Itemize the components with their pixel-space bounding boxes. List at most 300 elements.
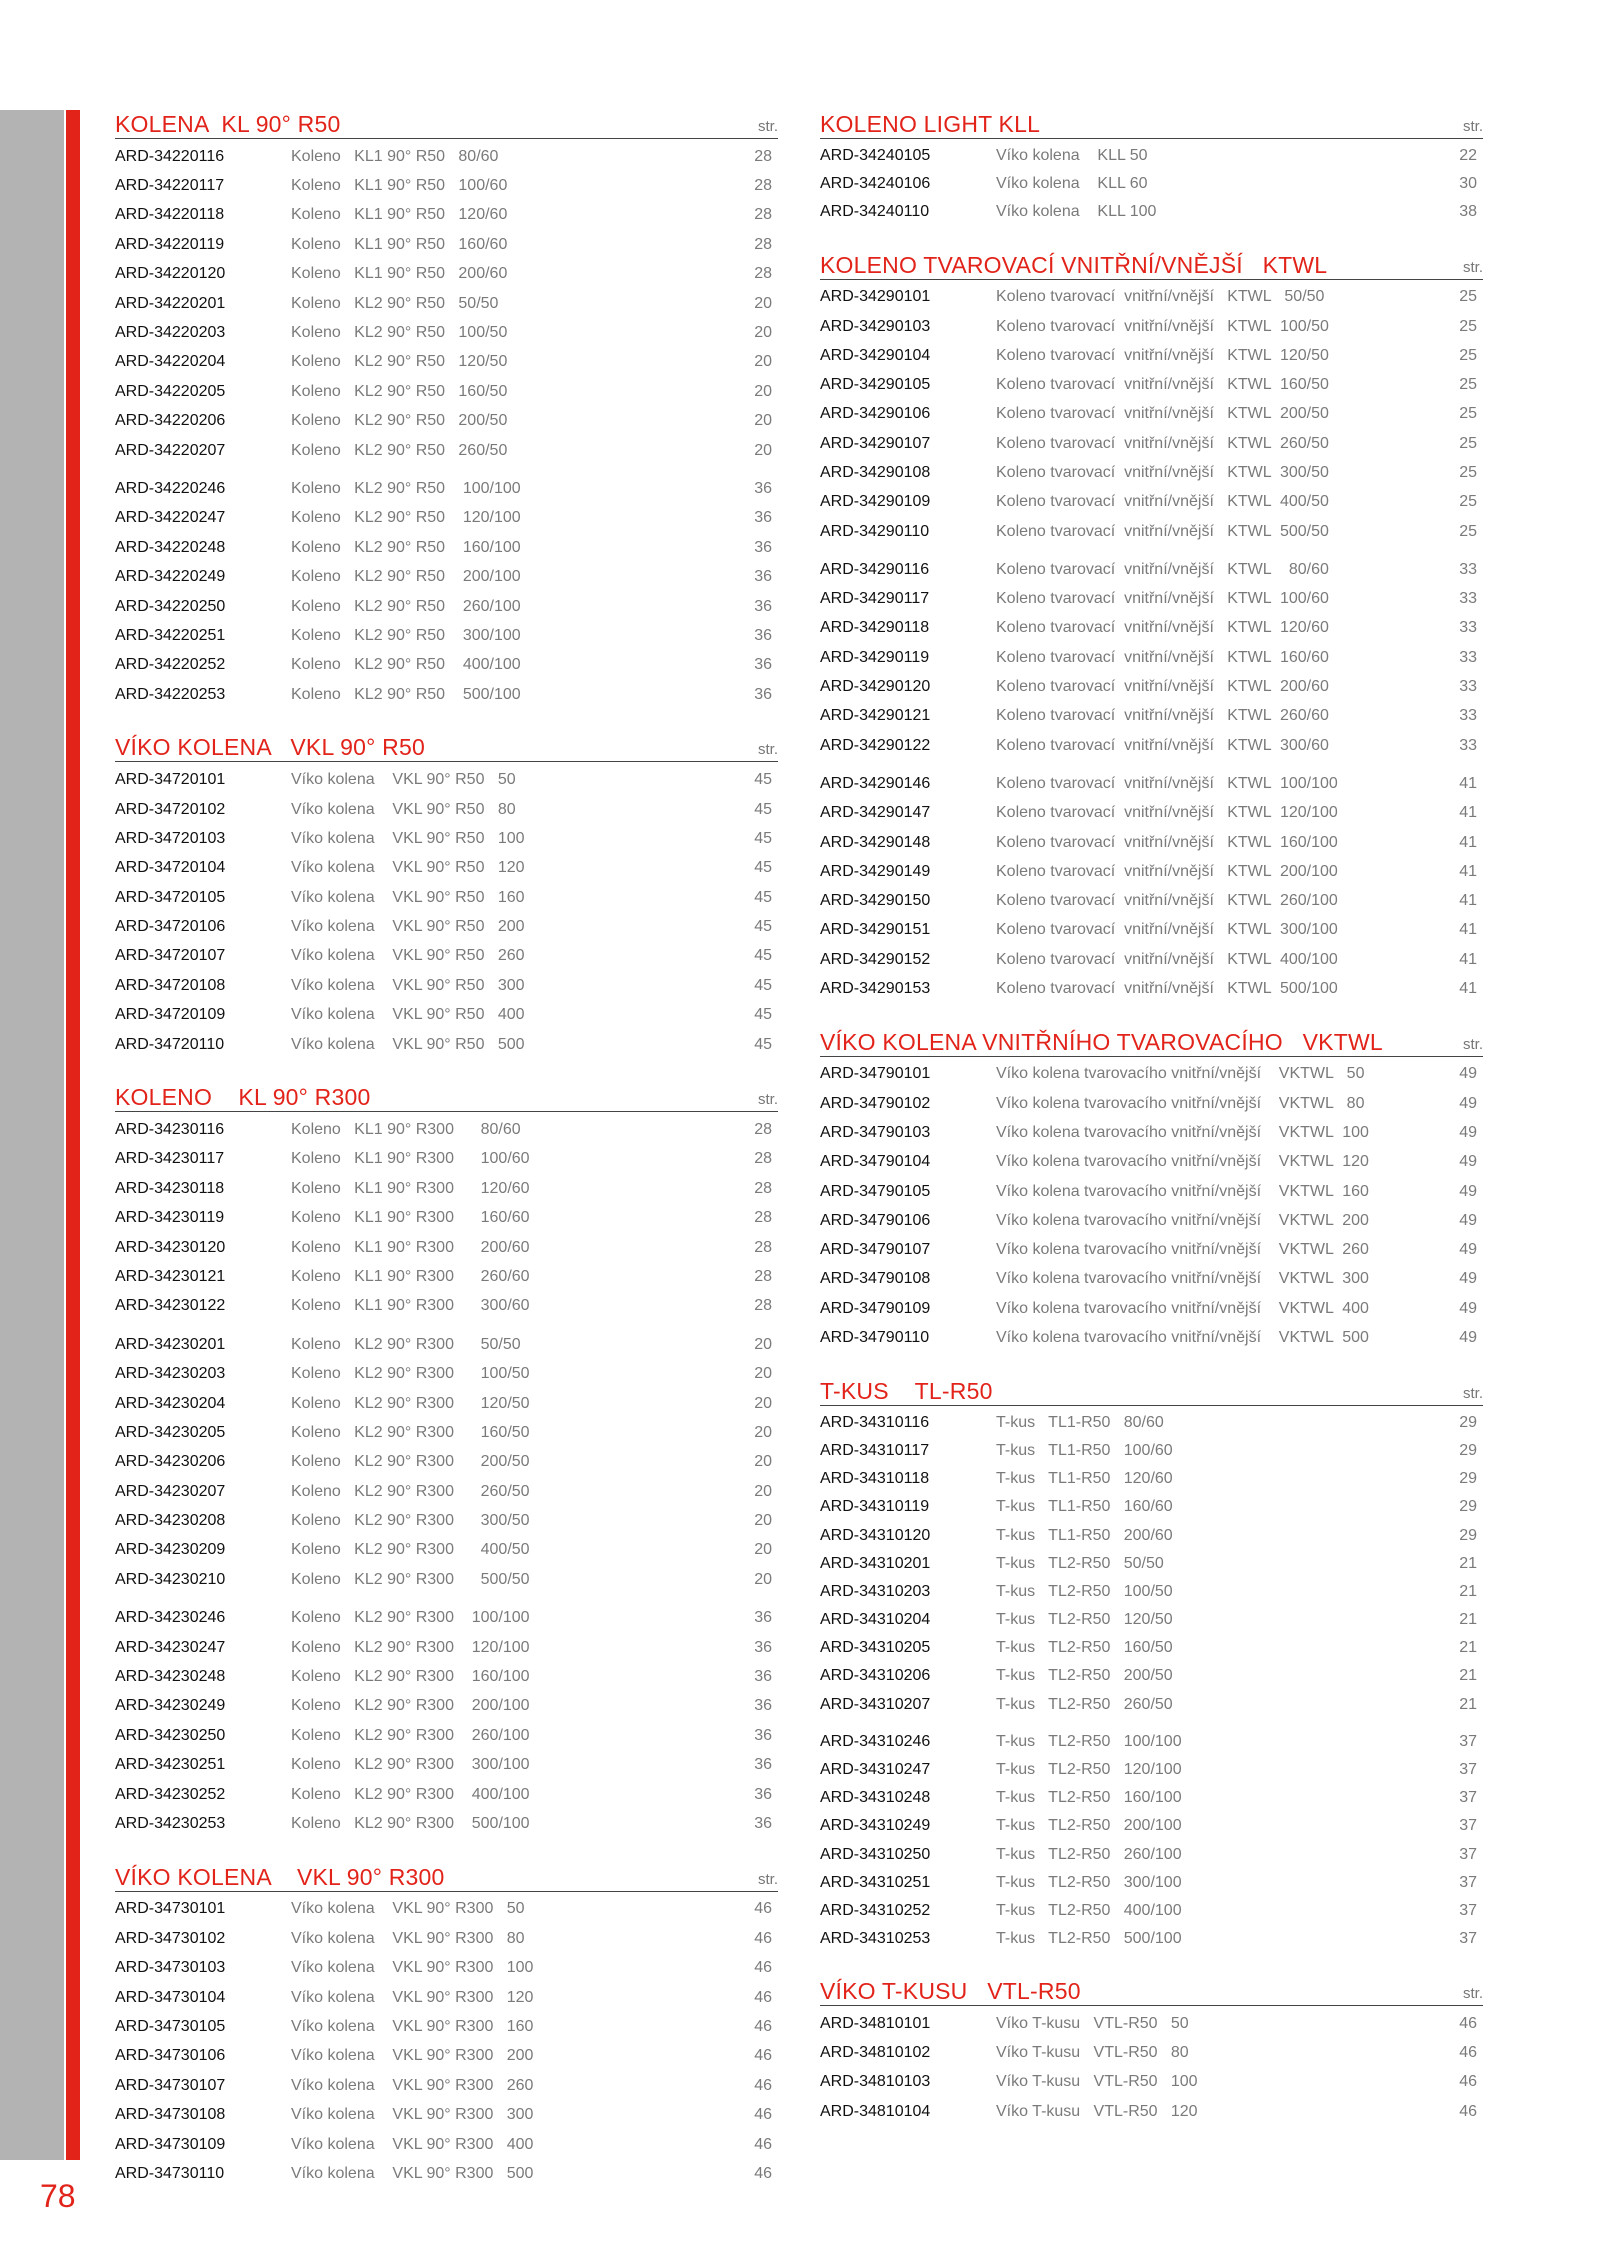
table-row	[820, 488, 1483, 517]
page-reference: 46	[754, 2106, 772, 2124]
product-description: Víko kolena tvarovacího vnitřní/vnější VKTWL 50	[996, 1066, 1365, 1083]
table-row	[115, 1001, 778, 1030]
table-row	[115, 1692, 778, 1721]
product-description: Koleno KL2 90° R50 100/100	[291, 480, 521, 497]
product-description: T-kus TL1-R50 160/60	[996, 1499, 1173, 1516]
table-row	[820, 672, 1483, 701]
section-title: VÍKO T-KUSU VTL-R50	[820, 1978, 1081, 2005]
product-description: Koleno KL1 90° R50 200/60	[291, 266, 508, 283]
page-reference: 45	[754, 771, 772, 789]
product-description: Víko kolena tvarovacího vnitřní/vnější VKTWL 260	[996, 1242, 1369, 1259]
page-reference: 20	[754, 1423, 772, 1441]
table-row	[820, 1521, 1483, 1549]
table-row	[115, 883, 778, 912]
page-reference: 41	[1459, 862, 1477, 880]
product-description: Víko kolena VKL 90° R50 50	[291, 772, 516, 789]
table-row	[820, 702, 1483, 731]
table-row	[115, 651, 778, 680]
row-group	[115, 474, 778, 709]
product-description: Koleno tvarovací vnitřní/vnější KTWL 500/100	[996, 981, 1338, 998]
page-reference: 49	[1459, 1153, 1477, 1171]
page-column-label: str.	[757, 1870, 778, 1888]
product-description: Víko kolena VKL 90° R50 400	[291, 1007, 525, 1024]
catalog-section	[115, 1859, 778, 2189]
product-code: ARD-34220120	[115, 265, 226, 283]
product-description: Koleno tvarovací vnitřní/vnější KTWL 200/100	[996, 863, 1338, 880]
page-reference: 36	[754, 1756, 772, 1774]
product-code: ARD-34790101	[820, 1065, 931, 1083]
product-code: ARD-34290116	[820, 560, 930, 578]
table-row	[115, 1809, 778, 1838]
product-description: Koleno KL2 90° R300 160/50	[291, 1424, 530, 1441]
product-code: ARD-34720110	[115, 1035, 225, 1053]
table-row	[115, 942, 778, 971]
product-description: Koleno tvarovací vnitřní/vnější KTWL 300/50	[996, 464, 1329, 481]
table-row	[820, 643, 1483, 672]
page-reference: 28	[754, 235, 772, 253]
product-description: Koleno tvarovací vnitřní/vnější KTWL 120/50	[996, 347, 1329, 364]
product-description: T-kus TL2-R50 120/100	[996, 1762, 1182, 1778]
table-row	[820, 341, 1483, 370]
page-reference: 21	[1459, 1554, 1477, 1572]
product-description: T-kus TL2-R50 200/50	[996, 1668, 1173, 1685]
table-row	[820, 400, 1483, 429]
product-code: ARD-34790108	[820, 1270, 931, 1288]
product-code: ARD-34310250	[820, 1845, 931, 1863]
table-row	[115, 2012, 778, 2041]
page-reference: 28	[754, 147, 772, 165]
table-row	[115, 1204, 778, 1233]
product-description: T-kus TL2-R50 400/100	[996, 1902, 1182, 1919]
product-description: Koleno KL2 90° R300 100/50	[291, 1366, 530, 1383]
table-row	[115, 824, 778, 853]
page-reference: 37	[1459, 1873, 1477, 1891]
table-row	[115, 1506, 778, 1535]
product-code: ARD-34230250	[115, 1726, 226, 1744]
product-code: ARD-34290106	[820, 405, 931, 423]
table-row	[115, 1953, 778, 1982]
product-description: Koleno KL1 90° R50 160/60	[291, 236, 508, 253]
page-reference: 46	[754, 2076, 772, 2094]
table-row	[115, 562, 778, 591]
product-description: Víko kolena VKL 90° R50 160	[291, 889, 525, 906]
row-group	[820, 1728, 1483, 1954]
table-row	[115, 533, 778, 562]
table-row	[115, 1030, 778, 1059]
product-code: ARD-34290148	[820, 833, 931, 851]
product-code: ARD-34220252	[115, 656, 226, 674]
product-code: ARD-34290117	[820, 590, 930, 608]
table-row	[115, 1924, 778, 1953]
section-header	[115, 106, 778, 139]
product-code: ARD-34220118	[115, 206, 225, 224]
table-row	[115, 1477, 778, 1506]
section-header	[115, 729, 778, 762]
product-code: ARD-34310119	[820, 1498, 930, 1516]
page-reference: 36	[754, 1726, 772, 1744]
product-description: Koleno KL2 90° R50 160/100	[291, 539, 521, 556]
page-reference: 33	[1459, 560, 1477, 578]
product-description: Koleno KL1 90° R300 300/60	[291, 1298, 530, 1315]
product-code: ARD-34290151	[820, 921, 931, 939]
page-reference: 36	[754, 568, 772, 586]
product-description: Koleno tvarovací vnitřní/vnější KTWL 260/100	[996, 893, 1338, 910]
page-reference: 41	[1459, 892, 1477, 910]
table-row	[115, 2071, 778, 2100]
section-title: VÍKO KOLENA VKL 90° R300	[115, 1863, 445, 1890]
product-description: T-kus TL2-R50 120/50	[996, 1612, 1173, 1629]
row-group	[115, 1604, 778, 1839]
product-code: ARD-34310203	[820, 1582, 931, 1600]
table-row	[820, 1728, 1483, 1756]
product-description: Koleno tvarovací vnitřní/vnější KTWL 500/50	[996, 523, 1329, 540]
left-column	[115, 106, 778, 2209]
page-reference: 28	[754, 1297, 772, 1315]
product-code: ARD-34220204	[115, 353, 226, 371]
product-code: ARD-34230246	[115, 1609, 226, 1627]
page-reference: 49	[1459, 1094, 1477, 1112]
catalog-section	[820, 1024, 1483, 1353]
product-code: ARD-34230209	[115, 1541, 226, 1559]
page-reference: 41	[1459, 804, 1477, 822]
page-reference: 46	[754, 1959, 772, 1977]
table-row	[820, 370, 1483, 399]
table-row	[820, 1118, 1483, 1147]
product-code: ARD-34310246	[820, 1732, 931, 1750]
product-description: Koleno KL2 90° R300 500/50	[291, 1571, 530, 1588]
table-row	[820, 887, 1483, 916]
product-code: ARD-34220116	[115, 147, 225, 165]
page-reference: 46	[754, 2135, 772, 2153]
table-row	[115, 348, 778, 377]
product-code: ARD-34290103	[820, 317, 931, 335]
table-row	[820, 1323, 1483, 1352]
product-description: Koleno tvarovací vnitřní/vnější KTWL 300/100	[996, 922, 1338, 939]
table-row	[115, 1721, 778, 1750]
product-code: ARD-34220248	[115, 538, 226, 556]
page-reference: 20	[754, 1335, 772, 1353]
product-description: Víko kolena VKL 90° R300 80	[291, 1930, 525, 1947]
table-row	[820, 1925, 1483, 1953]
product-code: ARD-34810103	[820, 2073, 931, 2091]
page-column-label: str.	[1462, 1985, 1483, 2003]
catalog-section	[820, 106, 1483, 227]
product-code: ARD-34720102	[115, 800, 226, 818]
page-reference: 46	[754, 2047, 772, 2065]
page-reference: 25	[1459, 376, 1477, 394]
section-title: KOLENO TVAROVACÍ VNITŘNÍ/VNĚJŠÍ KTWL	[820, 251, 1328, 278]
table-row	[115, 2130, 778, 2159]
table-row	[820, 1756, 1483, 1784]
product-code: ARD-34290109	[820, 493, 931, 511]
page-reference: 20	[754, 382, 772, 400]
page-column-label: str.	[757, 118, 778, 135]
product-code: ARD-34810101	[820, 2014, 931, 2032]
product-description: Víko kolena VKL 90° R50 500	[291, 1036, 525, 1053]
product-description: Koleno tvarovací vnitřní/vnější KTWL 260/60	[996, 708, 1329, 725]
catalog-section	[820, 247, 1483, 1004]
product-description: Víko kolena KLL 50	[996, 148, 1148, 165]
page-reference: 46	[1459, 2073, 1477, 2091]
product-description: Koleno KL2 90° R300 260/50	[291, 1483, 530, 1500]
page-reference: 45	[754, 1006, 772, 1024]
page-reference: 46	[1459, 2014, 1477, 2032]
page-column-label: str.	[1462, 258, 1483, 276]
page-reference: 33	[1459, 736, 1477, 754]
table-row	[820, 142, 1483, 170]
page-reference: 37	[1459, 1732, 1477, 1750]
table-row	[820, 2068, 1483, 2097]
page-reference: 28	[754, 1121, 772, 1139]
page-reference: 25	[1459, 346, 1477, 364]
table-row	[115, 680, 778, 709]
table-row	[115, 854, 778, 883]
table-row	[115, 289, 778, 318]
row-group	[115, 1895, 778, 2189]
page-number: 78	[40, 2178, 76, 2214]
product-description: Víko kolena KLL 100	[996, 204, 1157, 221]
product-code: ARD-34290149	[820, 862, 931, 880]
row-group	[115, 1330, 778, 1595]
product-description: Koleno KL2 90° R300 260/100	[291, 1727, 530, 1744]
product-code: ARD-34790105	[820, 1182, 931, 1200]
page-reference: 36	[754, 656, 772, 674]
page-reference: 29	[1459, 1470, 1477, 1488]
product-code: ARD-34730108	[115, 2106, 226, 2124]
table-row	[820, 1089, 1483, 1118]
side-gray-bar	[0, 110, 64, 2160]
page-reference: 37	[1459, 1761, 1477, 1778]
product-code: ARD-34220117	[115, 177, 225, 195]
table-row	[115, 260, 778, 289]
page-reference: 49	[1459, 1299, 1477, 1317]
catalog-section	[115, 1079, 778, 1838]
page-reference: 46	[754, 1900, 772, 1918]
product-code: ARD-34730107	[115, 2076, 226, 2094]
product-code: ARD-34790109	[820, 1299, 931, 1317]
table-row	[115, 1389, 778, 1418]
catalog-section	[115, 729, 778, 1059]
page-reference: 20	[754, 324, 772, 342]
product-description: Koleno KL2 90° R300 300/100	[291, 1757, 530, 1774]
table-row	[820, 517, 1483, 546]
product-code: ARD-34290150	[820, 892, 931, 910]
page-reference: 20	[754, 1541, 772, 1559]
product-code: ARD-34720101	[115, 771, 226, 789]
page-reference: 37	[1459, 1789, 1477, 1807]
product-description: Víko kolena tvarovacího vnitřní/vnější VKTWL 400	[996, 1300, 1369, 1317]
table-row	[820, 1662, 1483, 1690]
row-group	[820, 769, 1483, 1003]
table-row	[115, 1448, 778, 1477]
product-code: ARD-34310201	[820, 1554, 931, 1572]
table-row	[820, 2097, 1483, 2126]
section-title: KOLENO LIGHT KLL	[820, 111, 1041, 137]
table-row	[115, 1536, 778, 1565]
product-code: ARD-34230119	[115, 1209, 225, 1227]
product-description: Víko kolena VKL 90° R300 260	[291, 2077, 534, 2094]
table-row	[820, 769, 1483, 798]
table-row	[820, 1465, 1483, 1493]
table-row	[820, 614, 1483, 643]
product-code: ARD-34220201	[115, 294, 226, 312]
table-row	[820, 1691, 1483, 1719]
product-code: ARD-34290107	[820, 434, 931, 452]
page-reference: 30	[1459, 175, 1477, 193]
page-reference: 20	[754, 353, 772, 371]
product-code: ARD-34290118	[820, 619, 930, 637]
product-description: Víko kolena tvarovacího vnitřní/vnější VKTWL 120	[996, 1154, 1369, 1171]
product-code: ARD-34730102	[115, 1929, 226, 1947]
product-code: ARD-34230253	[115, 1815, 226, 1832]
table-row	[820, 1206, 1483, 1235]
page-reference: 41	[1459, 833, 1477, 851]
table-row	[820, 1869, 1483, 1897]
product-code: ARD-34290120	[820, 678, 931, 696]
table-row	[115, 1359, 778, 1388]
page-reference: 41	[1459, 921, 1477, 939]
product-description: T-kus TL2-R50 200/100	[996, 1818, 1182, 1835]
table-row	[115, 171, 778, 200]
page-reference: 21	[1459, 1611, 1477, 1629]
row-group	[115, 1115, 778, 1321]
product-description: Víko kolena tvarovacího vnitřní/vnější VKTWL 100	[996, 1124, 1369, 1141]
table-row	[820, 2009, 1483, 2038]
product-description: T-kus TL1-R50 100/60	[996, 1442, 1173, 1459]
page-reference: 49	[1459, 1065, 1477, 1083]
product-description: Koleno tvarovací vnitřní/vnější KTWL 80/60	[996, 561, 1329, 578]
product-description: Koleno tvarovací vnitřní/vnější KTWL 100/100	[996, 775, 1338, 792]
page-reference: 49	[1459, 1182, 1477, 1200]
product-code: ARD-34230208	[115, 1512, 226, 1530]
product-code: ARD-34220206	[115, 412, 226, 430]
product-description: Koleno tvarovací vnitřní/vnější KTWL 120/100	[996, 805, 1338, 822]
product-code: ARD-34230116	[115, 1121, 225, 1139]
product-code: ARD-34230205	[115, 1423, 226, 1441]
product-code: ARD-34730110	[115, 2164, 225, 2182]
page-reference: 29	[1459, 1441, 1477, 1459]
product-description: Koleno KL2 90° R50 200/100	[291, 569, 521, 586]
table-row	[820, 198, 1483, 226]
product-description: T-kus TL2-R50 100/50	[996, 1583, 1173, 1600]
page-reference: 36	[754, 626, 772, 644]
product-code: ARD-34790103	[820, 1123, 931, 1141]
table-row	[820, 1606, 1483, 1634]
table-row	[820, 1265, 1483, 1294]
product-code: ARD-34230251	[115, 1756, 226, 1774]
table-row	[820, 1784, 1483, 1812]
page-reference: 36	[754, 1638, 772, 1656]
page-reference: 36	[754, 1697, 772, 1715]
page-reference: 20	[754, 1512, 772, 1530]
product-code: ARD-34230249	[115, 1697, 226, 1715]
product-description: Koleno KL1 90° R300 80/60	[291, 1122, 521, 1139]
table-row	[115, 1145, 778, 1174]
product-code: ARD-34230252	[115, 1785, 226, 1803]
product-code: ARD-34220253	[115, 685, 226, 703]
page-reference: 20	[754, 1394, 772, 1412]
product-code: ARD-34310206	[820, 1667, 931, 1685]
table-row	[115, 592, 778, 621]
table-row	[820, 1294, 1483, 1323]
product-description: Koleno tvarovací vnitřní/vnější KTWL 400/100	[996, 951, 1338, 968]
table-row	[820, 1060, 1483, 1089]
product-description: Víko kolena VKL 90° R300 300	[291, 2107, 534, 2124]
product-description: Koleno tvarovací vnitřní/vnější KTWL 100/60	[996, 591, 1329, 608]
table-row	[820, 828, 1483, 857]
product-description: Koleno KL2 90° R300 500/100	[291, 1816, 530, 1832]
page-reference: 28	[754, 1179, 772, 1197]
table-row	[820, 2039, 1483, 2068]
page-reference: 45	[754, 976, 772, 994]
product-description: Koleno KL1 90° R300 200/60	[291, 1239, 530, 1256]
product-description: T-kus TL2-R50 160/100	[996, 1790, 1182, 1807]
product-code: ARD-34290147	[820, 804, 931, 822]
product-code: ARD-34790102	[820, 1094, 931, 1112]
product-code: ARD-34240106	[820, 175, 931, 193]
product-code: ARD-34230120	[115, 1238, 226, 1256]
product-description: Koleno KL2 90° R300 120/50	[291, 1395, 530, 1412]
product-code: ARD-34220205	[115, 382, 226, 400]
section-title: KOLENO KL 90° R300	[115, 1084, 371, 1111]
product-code: ARD-34230201	[115, 1335, 226, 1353]
product-description: Koleno KL2 90° R300 100/100	[291, 1610, 530, 1627]
product-description: Koleno KL2 90° R300 200/100	[291, 1698, 530, 1715]
page-reference: 36	[754, 509, 772, 527]
page-reference: 46	[754, 2017, 772, 2035]
page-reference: 38	[1459, 203, 1477, 221]
table-row	[115, 436, 778, 465]
page-reference: 20	[754, 294, 772, 312]
product-code: ARD-34720107	[115, 947, 226, 965]
product-description: Koleno tvarovací vnitřní/vnější KTWL 260/50	[996, 435, 1329, 452]
table-row	[115, 2100, 778, 2129]
table-row	[820, 857, 1483, 886]
table-row	[820, 1578, 1483, 1606]
product-code: ARD-34310253	[820, 1930, 931, 1948]
page-column-label: str.	[1462, 118, 1483, 135]
table-row	[115, 971, 778, 1000]
page-reference: 20	[754, 1365, 772, 1383]
product-code: ARD-34310204	[820, 1611, 931, 1629]
product-code: ARD-34310252	[820, 1901, 931, 1919]
product-code: ARD-34220247	[115, 509, 226, 527]
product-description: Víko kolena VKL 90° R50 120	[291, 860, 525, 877]
product-description: Koleno tvarovací vnitřní/vnější KTWL 50/50	[996, 289, 1325, 306]
product-description: Koleno KL2 90° R300 120/100	[291, 1639, 530, 1656]
product-description: Koleno tvarovací vnitřní/vnější KTWL 200/60	[996, 679, 1329, 696]
page-reference: 21	[1459, 1582, 1477, 1600]
table-row	[115, 230, 778, 259]
table-row	[115, 912, 778, 941]
product-description: Víko kolena tvarovacího vnitřní/vnější VKTWL 300	[996, 1271, 1369, 1288]
table-row	[820, 170, 1483, 198]
side-red-bar	[66, 110, 80, 2160]
product-description: Koleno tvarovací vnitřní/vnější KTWL 100/50	[996, 318, 1329, 335]
product-description: Koleno KL2 90° R50 400/100	[291, 657, 521, 674]
product-code: ARD-34230204	[115, 1394, 226, 1412]
product-code: ARD-34290108	[820, 463, 931, 481]
product-code: ARD-34290153	[820, 980, 931, 998]
page-reference: 25	[1459, 522, 1477, 540]
table-row	[115, 201, 778, 230]
table-row	[115, 1418, 778, 1447]
product-description: Koleno KL2 90° R300 300/50	[291, 1513, 530, 1530]
product-code: ARD-34290121	[820, 707, 931, 725]
table-row	[115, 142, 778, 171]
product-code: ARD-34220251	[115, 626, 226, 644]
product-description: Víko kolena KLL 60	[996, 176, 1148, 193]
